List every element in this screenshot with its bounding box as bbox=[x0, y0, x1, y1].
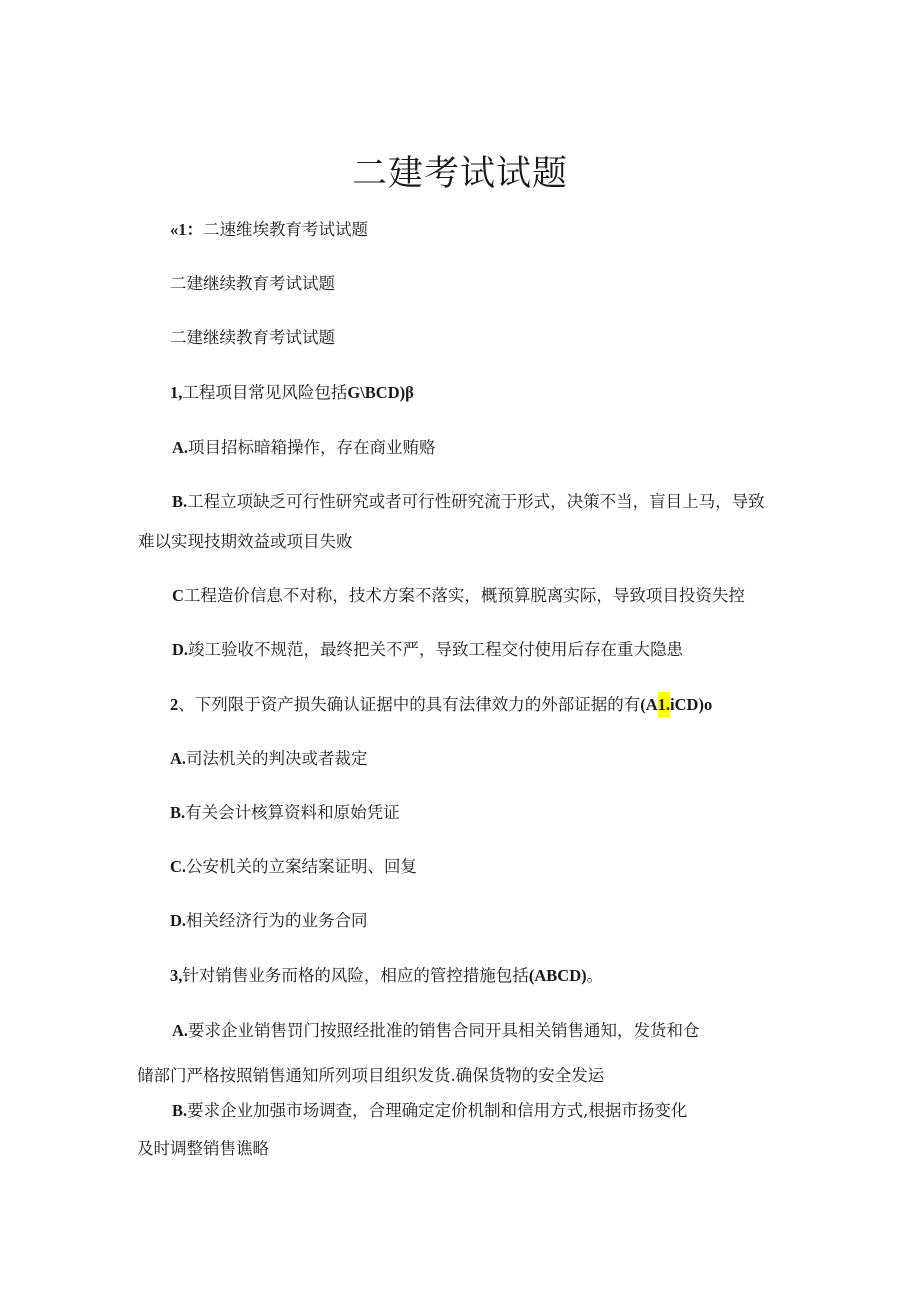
question-1-suffix: β bbox=[405, 383, 414, 402]
option-label: B. bbox=[172, 1101, 188, 1120]
question-1-option-d bbox=[172, 638, 683, 662]
option-text: 公安机关的立案结案证明、回复 bbox=[186, 857, 418, 876]
question-2 bbox=[170, 693, 712, 717]
question-2-option-a bbox=[170, 747, 368, 771]
option-label: A. bbox=[170, 749, 187, 768]
subtitle-line-1: 二建继续教育考试试题 bbox=[170, 274, 335, 293]
question-2-answer-close: iCD) bbox=[670, 695, 704, 714]
option-label: C. bbox=[170, 857, 187, 876]
option-text: 相关经济行为的业务合同 bbox=[186, 911, 368, 930]
question-3-text: 针对销售业务而格的风险，相应的管控措施包括 bbox=[182, 966, 529, 985]
question-2-answer-open: (A bbox=[640, 695, 658, 714]
option-text: 司法机关的判决或者裁定 bbox=[186, 749, 368, 768]
question-3-number: 3, bbox=[170, 966, 183, 985]
question-2-option-b bbox=[170, 801, 400, 825]
question-3-option-a bbox=[172, 1019, 700, 1043]
question-1-option-b-cont: 难以实现技期效益或项目失败 bbox=[138, 532, 353, 551]
option-label: D. bbox=[170, 911, 187, 930]
option-label: B. bbox=[172, 492, 188, 511]
option-label: C bbox=[172, 586, 184, 605]
question-1-answer: G\BCD) bbox=[347, 383, 406, 402]
option-text: 要求企业销售罚门按照经批准的销售合同开具相关销售通知，发货和仓 bbox=[188, 1021, 700, 1040]
header-prefix: «1： bbox=[170, 220, 203, 239]
option-text: 有关会计核算资料和原始凭证 bbox=[185, 803, 400, 822]
question-1 bbox=[170, 381, 414, 405]
question-3-option-b bbox=[172, 1099, 687, 1123]
option-label: A. bbox=[172, 1021, 189, 1040]
option-text: 竣工验收不规范，最终把关不严，导致工程交付使用后存在重大隐患 bbox=[188, 640, 684, 659]
question-3-suffix: 。 bbox=[586, 966, 604, 985]
option-text: 工程造价信息不对称，技术方案不落实，概预算脱离实际，导致项目投资失控 bbox=[183, 586, 745, 605]
question-2-suffix: o bbox=[703, 695, 713, 714]
header-text: 二速维埃教育考试试题 bbox=[203, 220, 368, 239]
question-1-option-b bbox=[172, 490, 765, 514]
page-title: 二建考试试题 bbox=[351, 154, 568, 194]
option-text: 工程立项缺乏可行性研究或者可行性研究流于形式，决策不当，盲目上马，导致 bbox=[187, 492, 765, 511]
question-2-number: 2 bbox=[170, 695, 179, 714]
question-1-option-c bbox=[172, 584, 745, 608]
option-label: A. bbox=[172, 438, 189, 457]
question-1-text: 工程项目常见风险包括 bbox=[182, 383, 348, 402]
option-label: B. bbox=[170, 803, 186, 822]
question-2-option-c bbox=[170, 855, 417, 879]
question-3 bbox=[170, 964, 603, 988]
question-3-answer: (ABCD) bbox=[528, 966, 587, 985]
option-label: D. bbox=[172, 640, 189, 659]
option-text: 要求企业加强市场调查，合理确定定价机制和信用方式,根据市扬变化 bbox=[187, 1101, 688, 1120]
answer-highlight: 1. bbox=[658, 692, 670, 717]
question-2-option-d bbox=[170, 909, 368, 933]
question-2-text: 、下列限于资产损失确认证据中的具有法律效力的外部证据的有 bbox=[178, 695, 641, 714]
question-3-option-a-cont: 储部门严格按照销售通知所列项目组织发货.确保货物的安全发运 bbox=[137, 1066, 605, 1085]
option-text: 项目招标暗箱操作，存在商业贿赂 bbox=[188, 438, 436, 457]
question-1-option-a bbox=[172, 436, 436, 460]
question-3-option-b-cont: 及时调整销售谯略 bbox=[137, 1139, 269, 1158]
subtitle-line-2: 二建继续教育考试试题 bbox=[170, 328, 335, 347]
doc-header-line bbox=[170, 218, 368, 242]
question-1-number: 1, bbox=[170, 383, 183, 402]
